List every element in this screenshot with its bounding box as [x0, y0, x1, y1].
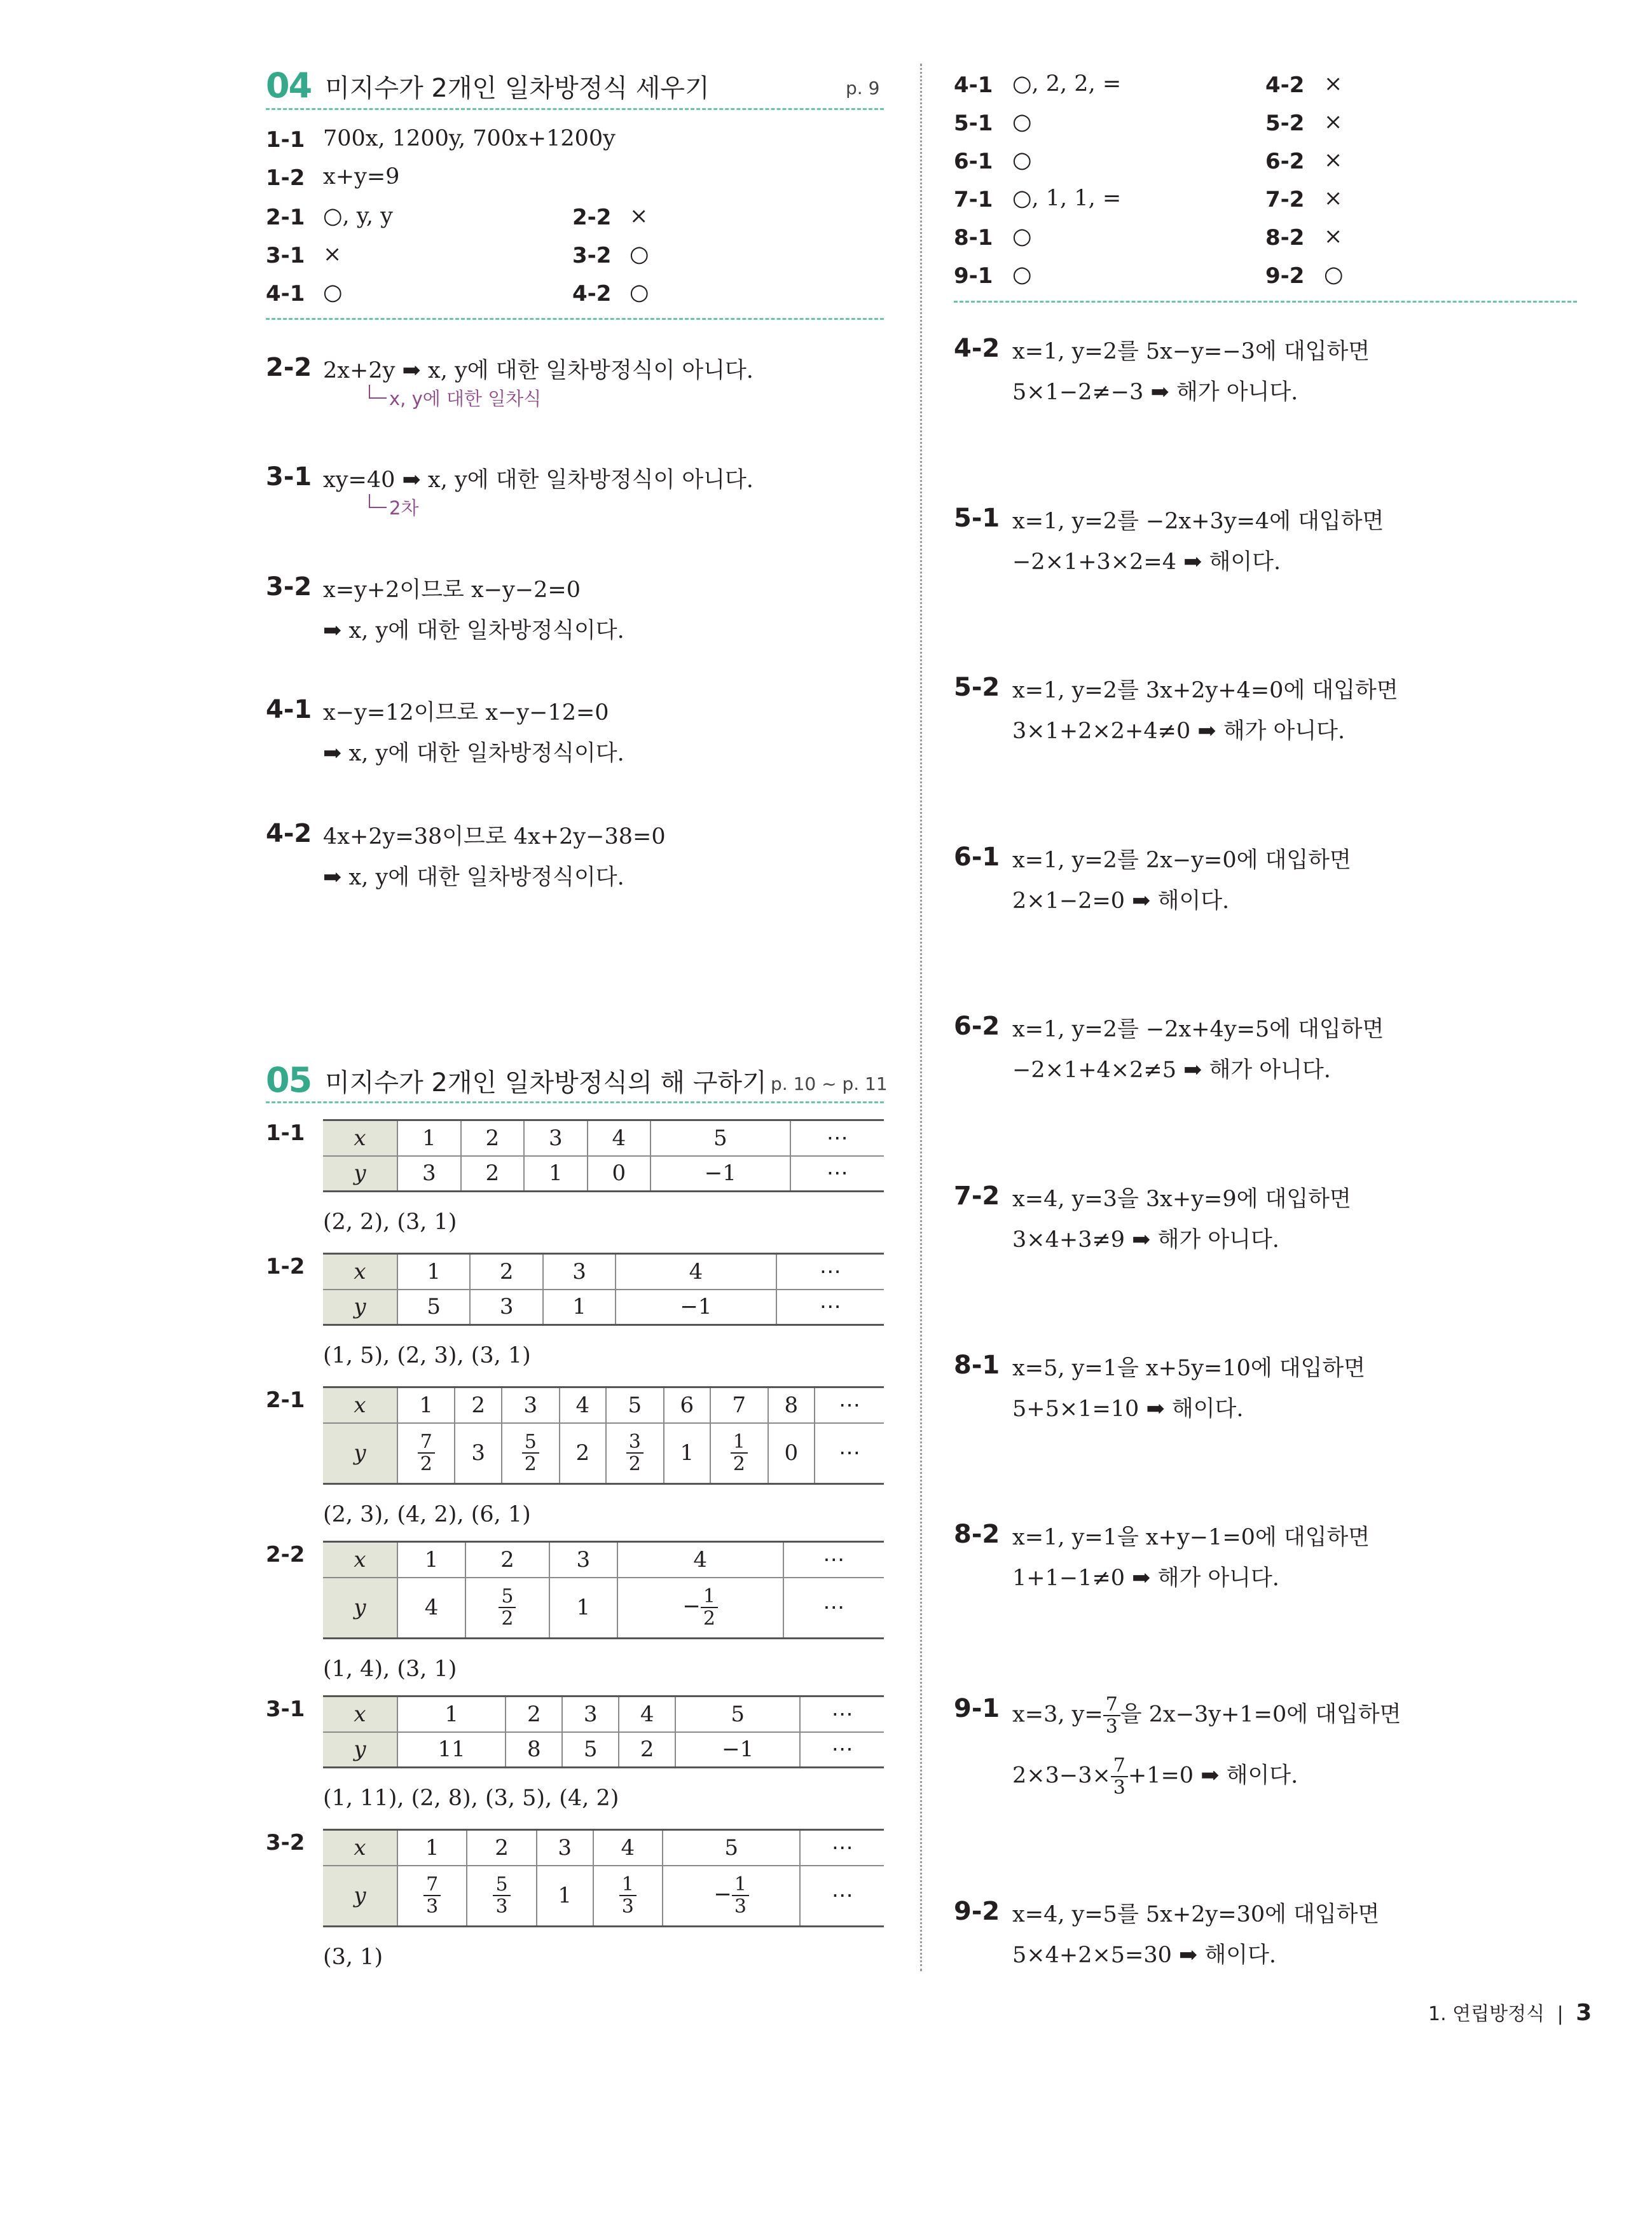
table-cell: −1 [675, 1732, 800, 1768]
table-cell: 4 [617, 1542, 783, 1578]
explanation-line: 5+5×1=10 ➡ 해이다. [1012, 1396, 1244, 1422]
explanation-label: 2-2 [266, 353, 312, 382]
fraction: $\frac{1}{3}$ [732, 1874, 749, 1917]
table-cell: 3 [502, 1387, 559, 1423]
answer-label: 2-1 [266, 205, 305, 230]
annotation-note: x, y에 대한 일차식 [389, 388, 542, 410]
value-table [323, 1386, 884, 1485]
table-cell: ⋯ [815, 1387, 884, 1423]
table-cell: −1 [650, 1156, 790, 1192]
explanation-label: 4-1 [266, 695, 312, 724]
fraction: $\frac{7}{3}$ [1111, 1755, 1128, 1798]
table-cell: ⋯ [800, 1697, 884, 1732]
section-page-ref: p. 10 ~ p. 11 [771, 1073, 888, 1094]
explanation-label: 3-1 [266, 462, 312, 492]
explanation-line: x=y+2이므로 x−y−2=0 [323, 577, 581, 603]
explanation-label: 4-2 [266, 819, 312, 848]
table-cell: ⋯ [790, 1120, 884, 1156]
explanation-line: 2×3−3× $\frac{7}{3}$ +1=0 ➡ 해이다. [1012, 1754, 1298, 1799]
answer-text: 700x, 1200y, 700x+1200y [323, 126, 616, 151]
fraction: $\frac{7}{2}$ [418, 1431, 435, 1475]
value-table [323, 1695, 884, 1768]
fraction: $\frac{1}{3}$ [619, 1874, 637, 1917]
x-header-cell: x [323, 1697, 397, 1732]
answer-label: 4-2 [572, 281, 612, 306]
answer-text: ○ [1012, 224, 1032, 249]
page-footer: 1. 연립방정식 | 3 [1428, 2000, 1592, 2026]
table-cell [467, 1866, 536, 1927]
explanation-label: 7-2 [954, 1181, 1000, 1211]
table-cell: 3 [455, 1423, 502, 1484]
explanation-line: 5×1−2≠−3 ➡ 해가 아니다. [1012, 380, 1298, 405]
answer-text: x+y=9 [323, 164, 400, 189]
answer-label: 8-2 [1265, 225, 1305, 251]
explanation-label: 6-1 [954, 843, 1000, 872]
explanation-line: x=1, y=2를 −2x+4y=5에 대입하면 [1012, 1017, 1384, 1042]
table-cell: − $\frac{1}{3}$ [663, 1866, 800, 1927]
explanation-label: 8-2 [954, 1520, 1000, 1549]
annotation-bracket [369, 494, 387, 508]
y-row [323, 1732, 884, 1768]
x-header-cell: x [323, 1387, 397, 1423]
table-cell: 4 [616, 1254, 776, 1290]
table-cell: 5 [650, 1120, 790, 1156]
y-row [323, 1578, 884, 1639]
section-number: 05 [266, 1060, 312, 1100]
y-header-cell: y [323, 1290, 397, 1325]
fraction: $\frac{5}{2}$ [499, 1586, 516, 1629]
x-row [323, 1254, 884, 1290]
explanation-line: 5×4+2×5=30 ➡ 해이다. [1012, 1943, 1277, 1968]
table-cell: 5 [663, 1830, 800, 1866]
explanation-line: 2x+2y ➡ x, y에 대한 일차방정식이 아니다. [323, 358, 754, 383]
answer-text: ○, y, y [323, 203, 393, 229]
value-table [323, 1253, 884, 1326]
table-cell: 1 [397, 1254, 470, 1290]
table-cell: 2 [455, 1387, 502, 1423]
table-cell: 1 [549, 1578, 617, 1639]
solution-text: (2, 2), (3, 1) [323, 1209, 457, 1235]
answer-text: × [1324, 109, 1343, 135]
table-cell: 3 [524, 1120, 588, 1156]
explanation-label: 9-2 [954, 1897, 1000, 1926]
table-cell: 2 [560, 1423, 607, 1484]
explanation-line: x=5, y=1을 x+5y=10에 대입하면 [1012, 1356, 1366, 1381]
table-cell: 1 [537, 1866, 593, 1927]
chapter-name: 1. 연립방정식 [1428, 2003, 1545, 2025]
table-cell: 2 [461, 1120, 525, 1156]
y-header-cell: y [323, 1423, 397, 1484]
problem-label: 2-1 [266, 1387, 305, 1413]
table-cell [502, 1423, 559, 1484]
table-cell: 5 [606, 1387, 663, 1423]
table-cell: 4 [560, 1387, 607, 1423]
table-cell: −1 [616, 1290, 776, 1325]
x-row [323, 1830, 884, 1866]
answer-text: × [323, 242, 342, 267]
table-cell: 4 [619, 1697, 675, 1732]
table-cell: 2 [467, 1830, 536, 1866]
x-header-cell: x [323, 1254, 397, 1290]
annotation-note: 2차 [389, 497, 419, 519]
table-cell [397, 1866, 467, 1927]
answer-text: × [1324, 71, 1343, 97]
table-cell: 8 [768, 1387, 815, 1423]
y-header-cell: y [323, 1578, 397, 1639]
section-page-ref: p. 9 [846, 78, 880, 99]
answer-label: 5-2 [1265, 111, 1305, 136]
explanation-line: ➡ x, y에 대한 일차방정식이다. [323, 865, 624, 890]
explanation-line: −2×1+4×2≠5 ➡ 해가 아니다. [1012, 1057, 1331, 1083]
x-row [323, 1542, 884, 1578]
problem-label: 3-2 [266, 1830, 305, 1855]
solution-text: (1, 11), (2, 8), (3, 5), (4, 2) [323, 1786, 619, 1811]
y-row [323, 1866, 884, 1927]
explanation-line: ➡ x, y에 대한 일차방정식이다. [323, 618, 624, 644]
answer-text: ○ [1012, 262, 1032, 287]
explanation-line: x=3, y= $\frac{7}{3}$ 을 2x−3y+1=0에 대입하면 [1012, 1693, 1401, 1738]
explanation-label: 6-2 [954, 1012, 1000, 1041]
answer-text: × [1324, 148, 1343, 173]
table-cell: 8 [506, 1732, 562, 1768]
table-cell: 4 [588, 1120, 651, 1156]
table-cell: 1 [524, 1156, 588, 1192]
explanation-line: x=1, y=2를 2x−y=0에 대입하면 [1012, 848, 1351, 873]
section-04-header [266, 65, 710, 106]
answer-label: 4-2 [1265, 72, 1305, 98]
explanation-label: 9-1 [954, 1694, 1000, 1723]
table-cell: 6 [664, 1387, 711, 1423]
table-cell: ⋯ [815, 1423, 884, 1484]
table-cell [593, 1866, 663, 1927]
answer-label: 1-1 [266, 127, 305, 153]
fraction: $\frac{1}{2}$ [701, 1586, 718, 1629]
table-cell: ⋯ [800, 1830, 884, 1866]
table-cell: 3 [562, 1697, 619, 1732]
table-cell: 1 [397, 1697, 506, 1732]
fraction: $\frac{7}{3}$ [1103, 1694, 1120, 1737]
problem-label: 3-1 [266, 1697, 305, 1722]
table-cell: ⋯ [800, 1732, 884, 1768]
table-cell: 3 [470, 1290, 542, 1325]
y-header-cell: y [323, 1866, 397, 1927]
table-cell: 5 [397, 1290, 470, 1325]
answer-label: 3-1 [266, 243, 305, 268]
explanation-line: 4x+2y=38이므로 4x+2y−38=0 [323, 824, 666, 850]
answer-label: 1-2 [266, 165, 305, 191]
explanation-line: x=4, y=5를 5x+2y=30에 대입하면 [1012, 1902, 1380, 1927]
solution-text: (3, 1) [323, 1944, 383, 1970]
answer-text: ○, 2, 2, = [1012, 71, 1122, 97]
table-cell: 5 [675, 1697, 800, 1732]
explanation-line: x−y=12이므로 x−y−12=0 [323, 700, 609, 726]
value-table [323, 1541, 884, 1639]
explanation-line: 3×1+2×2+4≠0 ➡ 해가 아니다. [1012, 719, 1346, 744]
problem-label: 2-2 [266, 1542, 305, 1567]
explanation-label: 3-2 [266, 572, 312, 602]
table-cell: 0 [768, 1423, 815, 1484]
dashed-rule [954, 301, 1577, 303]
table-cell: 2 [465, 1542, 549, 1578]
problem-label: 1-1 [266, 1120, 305, 1146]
answer-label: 7-2 [1265, 187, 1305, 212]
table-cell [606, 1423, 663, 1484]
table-cell: 2 [461, 1156, 525, 1192]
answer-text: ○ [630, 280, 649, 305]
explanation-label: 4-2 [954, 334, 1000, 363]
explanation-line: 3×4+3≠9 ➡ 해가 아니다. [1012, 1227, 1279, 1253]
explanation-line: 2×1−2=0 ➡ 해이다. [1012, 888, 1230, 914]
table-cell: 4 [397, 1578, 465, 1639]
answer-label: 4-1 [954, 72, 993, 98]
section-05-header [266, 1060, 767, 1100]
explanation-line: xy=40 ➡ x, y에 대한 일차방정식이 아니다. [323, 467, 754, 493]
x-header-cell: x [323, 1542, 397, 1578]
table-cell: 1 [397, 1120, 461, 1156]
table-cell: 11 [397, 1732, 506, 1768]
table-cell: 2 [506, 1697, 562, 1732]
explanation-label: 5-2 [954, 673, 1000, 702]
answer-label: 3-2 [572, 243, 612, 268]
solution-text: (1, 4), (3, 1) [323, 1656, 457, 1682]
table-cell: 3 [537, 1830, 593, 1866]
table-cell: 7 [710, 1387, 767, 1423]
table-cell: 1 [397, 1542, 465, 1578]
answer-label: 8-1 [954, 225, 993, 251]
table-cell: ⋯ [783, 1578, 884, 1639]
value-table [323, 1119, 884, 1192]
table-cell: ⋯ [776, 1254, 884, 1290]
answer-text: ○ [630, 242, 649, 267]
dashed-rule [266, 108, 884, 110]
table-cell: 1 [397, 1830, 467, 1866]
explanation-line: −2×1+3×2=4 ➡ 해이다. [1012, 549, 1281, 575]
table-cell: 5 [562, 1732, 619, 1768]
table-cell [397, 1423, 455, 1484]
answer-text: × [1324, 224, 1343, 249]
table-cell: 2 [470, 1254, 542, 1290]
column-divider [920, 64, 922, 1971]
dashed-rule [266, 1101, 884, 1103]
explanation-line: x=4, y=3을 3x+y=9에 대입하면 [1012, 1187, 1351, 1212]
section-number: 04 [266, 65, 312, 106]
explanation-label: 5-1 [954, 504, 1000, 533]
y-row [323, 1156, 884, 1192]
fraction: $\frac{5}{2}$ [522, 1431, 539, 1475]
x-row [323, 1120, 884, 1156]
fraction: $\frac{3}{2}$ [626, 1431, 644, 1475]
table-cell: 2 [619, 1732, 675, 1768]
table-cell: 4 [593, 1830, 663, 1866]
dashed-rule [266, 318, 884, 320]
problem-label: 1-2 [266, 1254, 305, 1279]
explanation-line: x=1, y=2를 3x+2y+4=0에 대입하면 [1012, 678, 1398, 703]
answer-text: ○, 1, 1, = [1012, 186, 1122, 211]
explanation-line: x=1, y=2를 5x−y=−3에 대입하면 [1012, 339, 1370, 364]
table-cell: 1 [543, 1290, 616, 1325]
answer-text: ○ [1012, 109, 1032, 135]
explanation-line: x=1, y=2를 −2x+3y=4에 대입하면 [1012, 509, 1384, 534]
answer-label: 2-2 [572, 205, 612, 230]
section-title: 미지수가 2개인 일차방정식의 해 구하기 [325, 1068, 767, 1098]
answer-label: 6-2 [1265, 149, 1305, 174]
explanation-label: 8-1 [954, 1351, 1000, 1380]
answer-label: 5-1 [954, 111, 993, 136]
section-title: 미지수가 2개인 일차방정식 세우기 [325, 74, 710, 103]
answer-text: ○ [1012, 148, 1032, 173]
answer-text: ○ [1324, 262, 1344, 287]
table-cell: ⋯ [790, 1156, 884, 1192]
answer-text: ○ [323, 280, 343, 305]
answer-label: 6-1 [954, 149, 993, 174]
x-header-cell: x [323, 1120, 397, 1156]
fraction: $\frac{5}{3}$ [493, 1874, 510, 1917]
annotation-bracket [369, 385, 387, 399]
explanation-line: x=1, y=1을 x+y−1=0에 대입하면 [1012, 1525, 1370, 1550]
table-cell: 1 [397, 1387, 455, 1423]
explanation-line: 1+1−1≠0 ➡ 해가 아니다. [1012, 1566, 1279, 1591]
explanation-line: ➡ x, y에 대한 일차방정식이다. [323, 741, 624, 766]
answer-text: × [630, 203, 649, 229]
answer-label: 9-1 [954, 263, 993, 289]
table-cell: − $\frac{1}{2}$ [617, 1578, 783, 1639]
solution-text: (1, 5), (2, 3), (3, 1) [323, 1343, 531, 1368]
x-row [323, 1697, 884, 1732]
page-number: 3 [1576, 2000, 1592, 2026]
answer-label: 7-1 [954, 187, 993, 212]
table-cell: 3 [549, 1542, 617, 1578]
fraction: $\frac{1}{2}$ [731, 1431, 748, 1475]
solution-text: (2, 3), (4, 2), (6, 1) [323, 1502, 531, 1527]
y-row [323, 1290, 884, 1325]
table-cell: 3 [543, 1254, 616, 1290]
table-cell: 0 [588, 1156, 651, 1192]
table-cell: ⋯ [783, 1542, 884, 1578]
fraction: $\frac{7}{3}$ [423, 1874, 441, 1917]
y-header-cell: y [323, 1156, 397, 1192]
x-row [323, 1387, 884, 1423]
y-header-cell: y [323, 1732, 397, 1768]
table-cell: ⋯ [776, 1290, 884, 1325]
answer-text: × [1324, 186, 1343, 211]
table-cell: ⋯ [800, 1866, 884, 1927]
x-header-cell: x [323, 1830, 397, 1866]
table-cell [710, 1423, 767, 1484]
answer-label: 4-1 [266, 281, 305, 306]
table-cell: 1 [664, 1423, 711, 1484]
value-table [323, 1829, 884, 1927]
table-cell: 3 [397, 1156, 461, 1192]
y-row [323, 1423, 884, 1484]
table-cell [465, 1578, 549, 1639]
answer-label: 9-2 [1265, 263, 1305, 289]
